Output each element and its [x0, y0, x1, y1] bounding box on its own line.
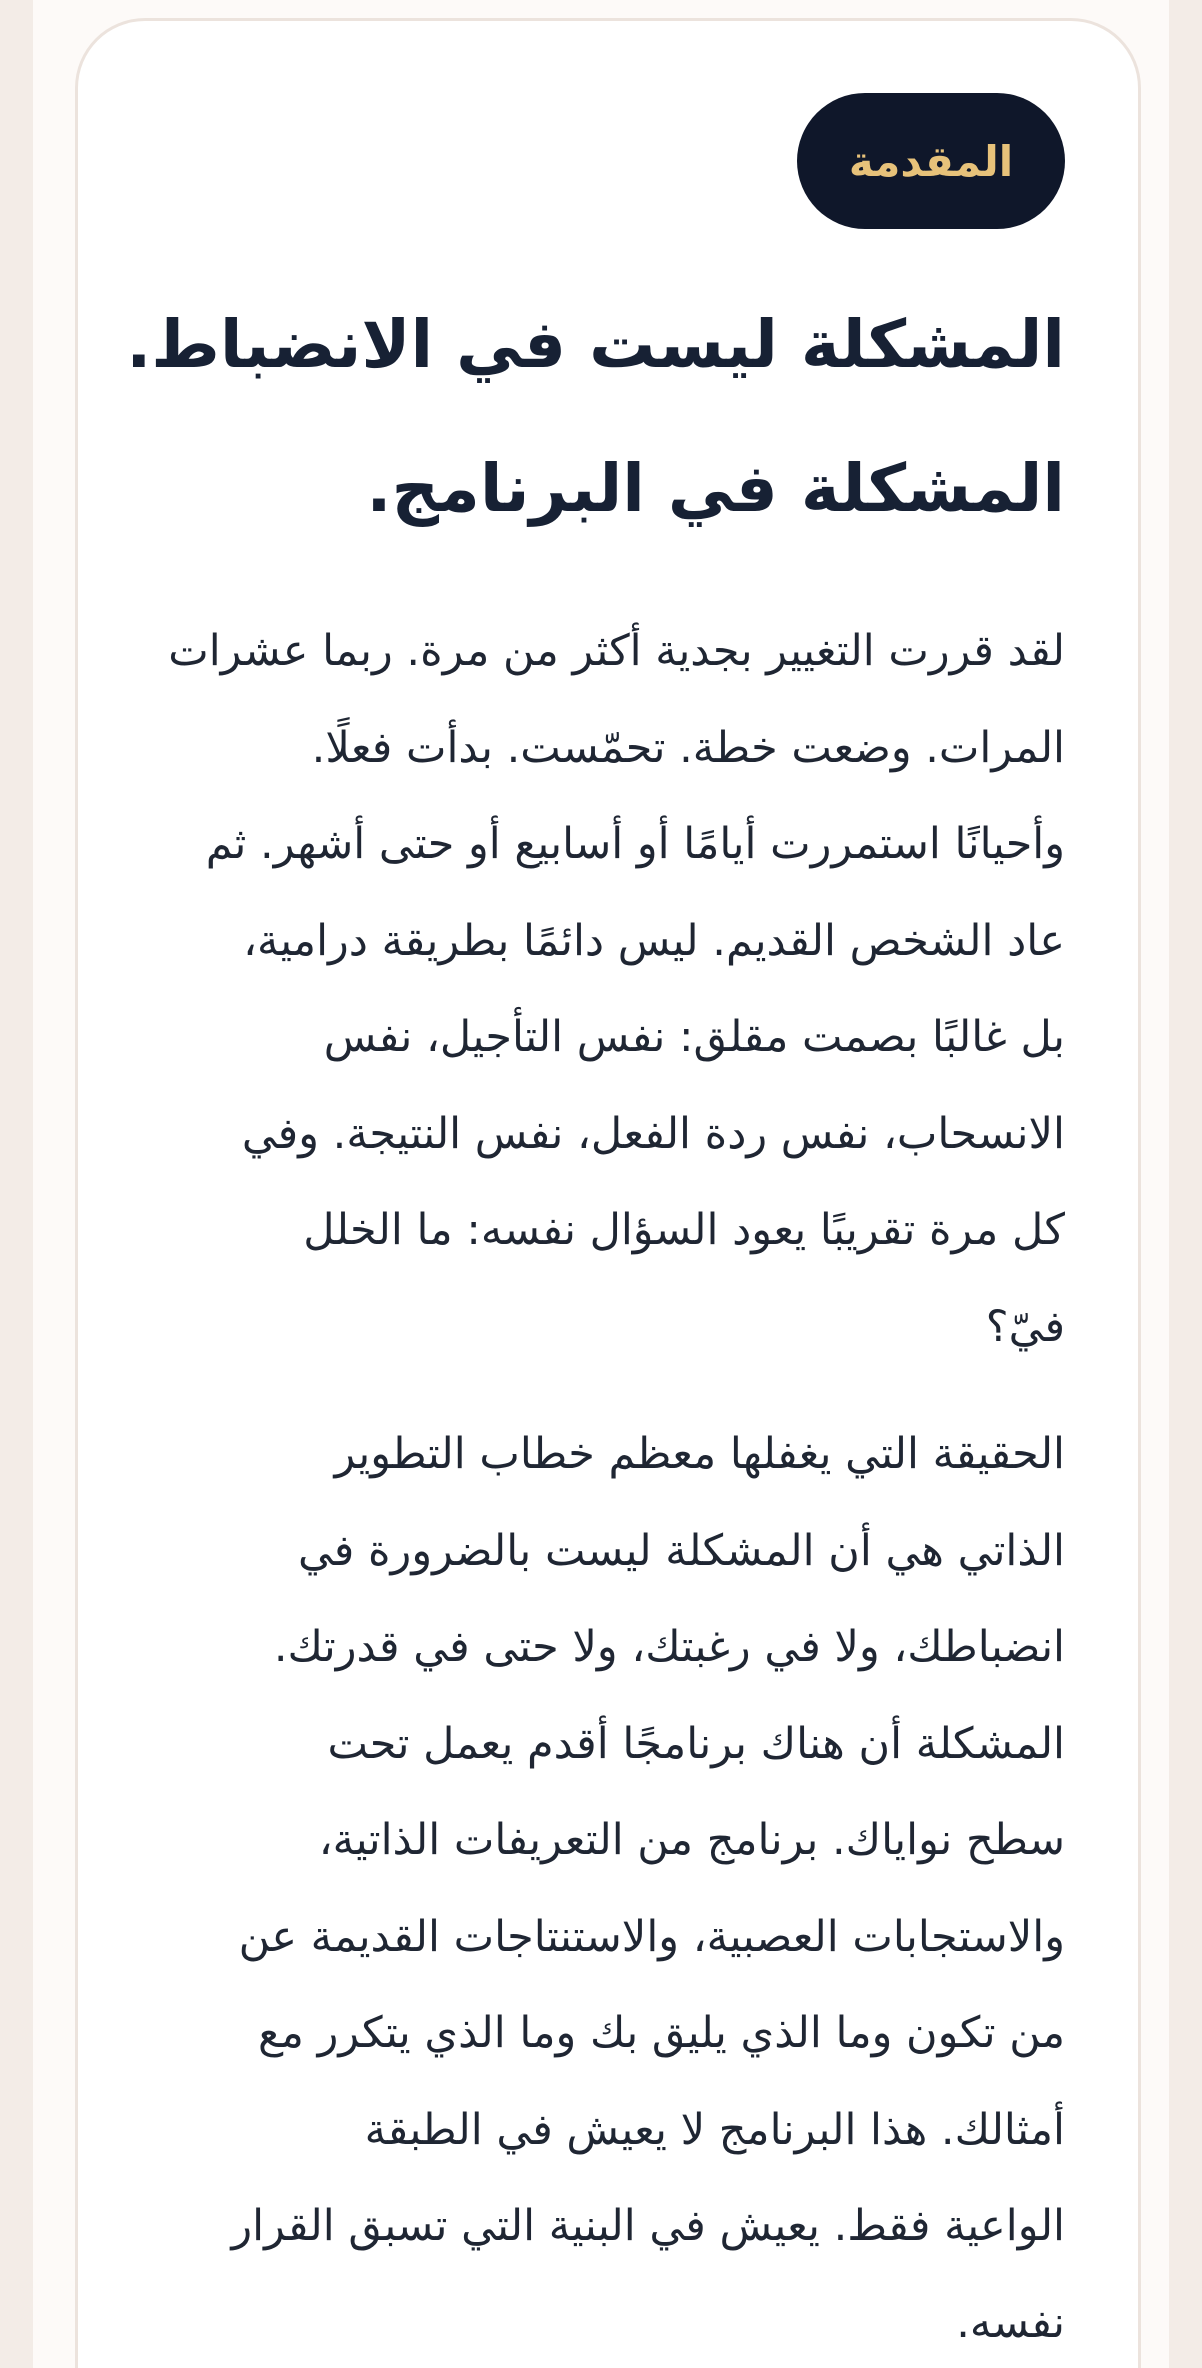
- paragraph-line: لقد قررت التغيير بجدية أكثر من مرة. ربما عشرات: [168, 626, 1065, 676]
- title-line: المشكلة ليست في الانضباط.: [126, 306, 1065, 383]
- intro-card: [75, 18, 1141, 2368]
- paragraph-line: المشكلة أن هناك برنامجًا أقدم يعمل تحت: [327, 1718, 1065, 1769]
- paragraph-line: بل غالبًا بصمت مقلق: نفس التأجيل، نفس: [323, 1012, 1065, 1062]
- intro-title: [126, 273, 1065, 561]
- paragraph-line: الواعية فقط. يعيش في البنية التي تسبق القرار: [231, 2201, 1065, 2251]
- paragraph-line: فيّ؟: [985, 1301, 1065, 1352]
- paragraph-line: نفسه.: [956, 2297, 1065, 2348]
- paragraph-line: انضباطك، ولا في رغبتك، ولا حتى في قدرتك.: [273, 1622, 1065, 1672]
- paragraph-line: عاد الشخص القديم. ليس دائمًا بطريقة درامية،: [243, 915, 1065, 966]
- title-line: المشكلة في البرنامج.: [366, 450, 1065, 527]
- intro-paragraph-1: [135, 603, 1065, 1375]
- paragraph-line: الذاتي هي أن المشكلة ليست بالضرورة في: [297, 1525, 1065, 1576]
- section-badge-label: المقدمة: [848, 136, 1014, 186]
- paragraph-line: المرات. وضعت خطة. تحمّست. بدأت فعلًا.: [311, 722, 1065, 773]
- section-badge: [797, 93, 1065, 229]
- paragraph-line: أمثالك. هذا البرنامج لا يعيش في الطبقة: [364, 2104, 1065, 2155]
- paragraph-line: سطح نواياك. برنامج من التعريفات الذاتية،: [318, 1815, 1065, 1865]
- paragraph-line: الانسحاب، نفس ردة الفعل، نفس النتيجة. وفي: [241, 1108, 1065, 1159]
- paragraph-line: والاستجابات العصبية، والاستنتاجات القديمة عن: [238, 1911, 1065, 1962]
- paragraph-line: الحقيقة التي يغفلها معظم خطاب التطوير: [334, 1429, 1065, 1479]
- paragraph-line: وأحيانًا استمررت أيامًا أو أسابيع أو حتى أشهر. ثم: [205, 819, 1065, 869]
- paragraph-line: كل مرة تقريبًا يعود السؤال نفسه: ما الخلل: [303, 1205, 1065, 1255]
- paragraph-line: من تكون وما الذي يليق بك وما الذي يتكرر مع: [258, 2008, 1065, 2058]
- intro-paragraph-2: [135, 1406, 1065, 2368]
